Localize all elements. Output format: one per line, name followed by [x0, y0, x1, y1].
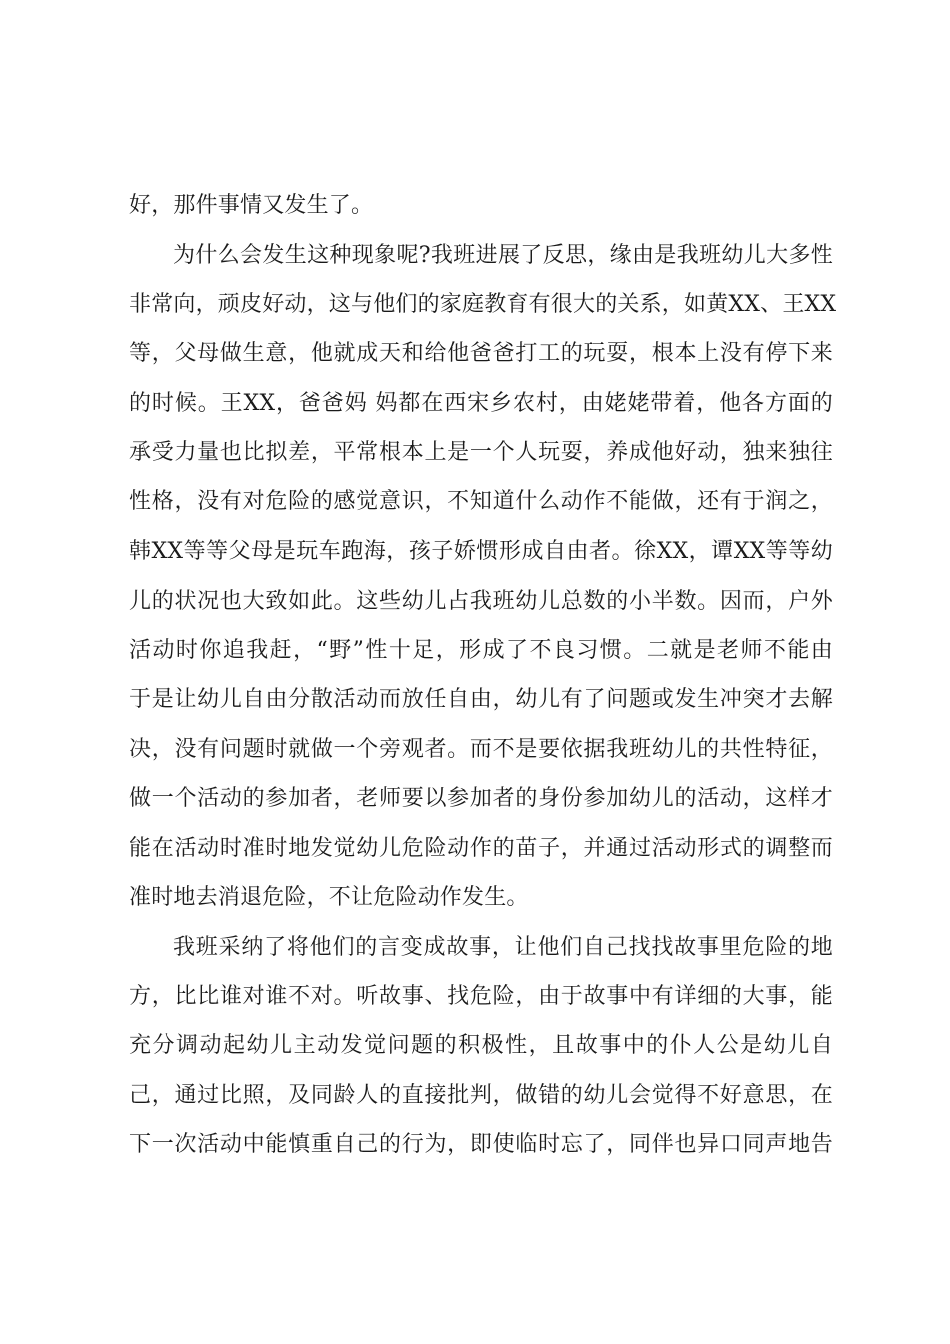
text-line: 己，通过比照，及同龄人的直接批判，做错的幼儿会觉得不好意思，在 [129, 1083, 833, 1108]
text-line: 于是让幼儿自由分散活动而放任自由，幼儿有了问题或发生冲突才去解 [129, 687, 833, 712]
text-line: 儿的状况也大致如此。这些幼儿占我班幼儿总数的小半数。因而，户外 [129, 589, 833, 614]
text-line: 能在活动时准时地发觉幼儿危险动作的苗子，并通过活动形式的调整而 [129, 836, 833, 861]
paragraph-first-line: 我班采纳了将他们的言变成故事，让他们自己找找故事里危险的地 [173, 935, 833, 960]
text-line: 的时候。王XX，爸爸妈 妈都在西宋乡农村，由姥姥带着，他各方面的 [129, 391, 833, 416]
text-line: 活动时你追我赶，“野”性十足，形成了不良习惯。二就是老师不能由 [129, 638, 833, 663]
text-line: 好，那件事情又发生了。 [129, 193, 374, 218]
text-line: 韩XX等等父母是玩车跑海，孩子娇惯形成自由者。徐XX，谭XX等等幼 [129, 539, 833, 564]
text-line: 准时地去消退危险，不让危险动作发生。 [129, 885, 529, 910]
text-line: 承受力量也比拟差，平常根本上是一个人玩耍，养成他好动，独来独往 [129, 440, 833, 465]
text-line: 决，没有问题时就做一个旁观者。而不是要依据我班幼儿的共性特征， [129, 737, 833, 762]
text-line: 方，比比谁对谁不对。听故事、找危险，由于故事中有详细的大事，能 [129, 984, 833, 1009]
text-line: 下一次活动中能慎重自己的行为，即使临时忘了，同伴也异口同声地告 [129, 1132, 833, 1157]
text-line: 等，父母做生意，他就成天和给他爸爸打工的玩耍，根本上没有停下来 [129, 341, 833, 366]
text-line: 做一个活动的参加者，老师要以参加者的身份参加幼儿的活动，这样才 [129, 786, 833, 811]
text-line: 性格，没有对危险的感觉意识，不知道什么动作不能做，还有于润之， [129, 489, 833, 514]
paragraph-first-line: 为什么会发生这种现象呢?我班进展了反思，缘由是我班幼儿大多性 [173, 243, 833, 268]
text-line: 充分调动起幼儿主动发觉问题的积极性，且故事中的仆人公是幼儿自 [129, 1033, 833, 1058]
text-line: 非常向，顽皮好动，这与他们的家庭教育有很大的关系，如黄XX、王XX [129, 292, 837, 317]
